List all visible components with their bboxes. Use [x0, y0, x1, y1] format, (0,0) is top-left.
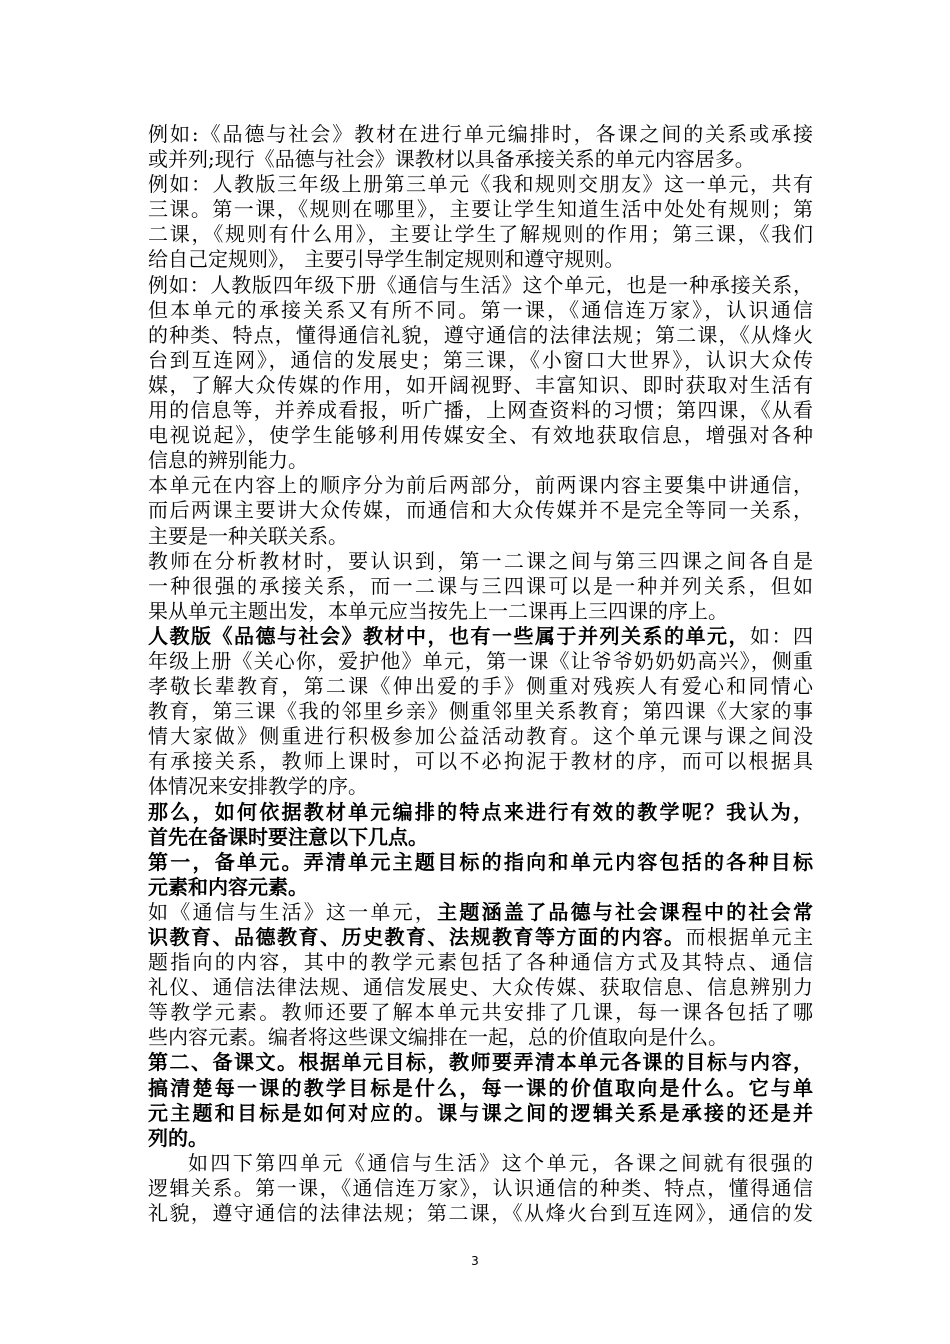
bold-text: 第二、备课文。根据单元目标，教师要弄清本单元各课的目标与内容， — [148, 1050, 813, 1075]
bold-text: 列的。 — [148, 1125, 208, 1150]
text-line — [148, 624, 813, 649]
text: 的种类、特点，懂得通信礼貌，遵守通信的法律法规；第二课，《从烽火 — [148, 322, 813, 347]
text-line — [148, 323, 813, 348]
text-line — [148, 498, 813, 523]
text: 用的信息等，并养成看报，听广播，上网查资料的习惯；第四课，《从看 — [148, 398, 813, 423]
text: 孝敬长辈教育，第二课《伸出爱的手》侧重对残疾人有爱心和同情心 — [148, 674, 813, 699]
text: 媒，了解大众传媒的作用，如开阔视野、丰富知识、即时获取对生活有 — [148, 372, 813, 397]
bold-text: 识教育、品德教育、历史教育、法规教育等方面的内容。 — [148, 925, 686, 949]
text: 题指向的内容，其中的教学元素包括了各种通信方式及其特点、通信 — [148, 950, 813, 975]
text: 例如：人教版四年级下册《通信与生活》这个单元，也是一种承接关系， — [148, 272, 813, 297]
text-line — [148, 1076, 813, 1101]
text: 电视说起》，使学生能够利用传媒安全、有效地获取信息，增强对各种 — [148, 423, 813, 448]
text: 如：四 — [750, 623, 813, 648]
text-line — [148, 1151, 813, 1176]
text-line — [148, 699, 813, 724]
text-line — [148, 674, 813, 699]
text: 教育，第三课《我的邻里乡亲》侧重邻里关系教育；第四课《大家的事 — [148, 699, 813, 724]
text: 例如：人教版三年级上册第三单元《我和规则交朋友》这一单元，共有 — [148, 172, 813, 197]
text-line — [148, 1025, 813, 1050]
bold-text: 元素和内容元素。 — [148, 874, 308, 899]
text: 例如:《品德与社会》教材在进行单元编排时，各课之间的关系或承接 — [148, 122, 813, 146]
text-line — [148, 649, 813, 674]
text-line — [148, 524, 813, 549]
text-line — [148, 875, 813, 900]
text-line — [148, 448, 813, 473]
text-line — [148, 122, 813, 147]
text-line — [148, 850, 813, 875]
document-body — [148, 122, 813, 1226]
text-line — [148, 950, 813, 975]
text-line — [148, 172, 813, 197]
text: 给自己定规则》， 主要引导学生制定规则和遵守规则。 — [148, 247, 625, 272]
text: 教师在分析教材时，要认识到，第一二课之间与第三四课之间各自是 — [148, 548, 813, 573]
bold-text: 元主题和目标是如何对应的。课与课之间的逻辑关系是承接的还是并 — [148, 1100, 813, 1125]
text-line — [148, 1201, 813, 1226]
text: 主要是一种关联关系。 — [148, 523, 348, 548]
text: 体情况来安排教学的序。 — [148, 774, 368, 799]
text: 信息的辨别能力。 — [148, 448, 308, 473]
bold-text: 搞清楚每一课的教学目标是什么，每一课的价值取向是什么。它与单 — [148, 1075, 813, 1100]
text-line — [148, 348, 813, 373]
text-line — [148, 975, 813, 1000]
page-number: 3 — [471, 1254, 479, 1268]
text-line — [148, 774, 813, 799]
text-line — [148, 574, 813, 599]
text-line — [148, 197, 813, 222]
text-line — [148, 724, 813, 749]
text: 而后两课主要讲大众传媒，而通信和大众传媒并不是完全等同一关系， — [148, 498, 813, 523]
text: 二课，《规则有什么用》，主要让学生了解规则的作用；第三课，《我们 — [148, 222, 813, 247]
text: 礼仪、通信法律法规、通信发展史、大众传媒、获取信息、信息辨别力 — [148, 975, 813, 1000]
text-line — [148, 749, 813, 774]
bold-text: 那么，如何依据教材单元编排的特点来进行有效的教学呢？我认为， — [148, 799, 813, 824]
text-line — [148, 247, 813, 272]
text: 些内容元素。编者将这些课文编排在一起，总的价值取向是什么。 — [148, 1025, 728, 1050]
text-line — [148, 222, 813, 247]
text-line — [148, 549, 813, 574]
text-line — [148, 1176, 813, 1201]
text: 但本单元的承接关系又有所不同。第一课，《通信连万家》，认识通信 — [148, 297, 813, 322]
text-line — [148, 373, 813, 398]
text: 台到互连网》，通信的发展史；第三课，《小窗口大世界》，认识大众传 — [148, 347, 813, 372]
text: 而根据单元主 — [685, 925, 813, 949]
text-line — [148, 423, 813, 448]
text-line — [148, 273, 813, 298]
text-line — [148, 925, 813, 950]
text: 三课。第一课，《规则在哪里》，主要让学生知道生活中处处有规则；第 — [148, 197, 813, 222]
text-line — [148, 1050, 813, 1075]
text: 果从单元主题出发，本单元应当按先上一二课再上三四课的序上。 — [148, 598, 728, 623]
text-line — [148, 1101, 813, 1126]
bold-text: 首先在备课时要注意以下几点。 — [148, 824, 428, 849]
text: 等教学元素。教师还要了解本单元共安排了几课，每一课各包括了哪 — [148, 1000, 813, 1025]
text: 情大家做》侧重进行积极参加公益活动教育。这个单元课与课之间没 — [148, 724, 813, 749]
text: 逻辑关系。第一课，《通信连万家》，认识通信的种类、特点，懂得通信 — [148, 1175, 813, 1200]
bold-text: 第一，备单元。弄清单元主题目标的指向和单元内容包括的各种目标 — [148, 849, 813, 874]
text: 一种很强的承接关系，而一二课与三四课可以是一种并列关系，但如 — [148, 573, 813, 598]
text: 如《通信与生活》这一单元， — [148, 899, 438, 924]
text: 礼貌，遵守通信的法律法规；第二课，《从烽火台到互连网》，通信的发 — [148, 1201, 813, 1226]
bold-text: 主题涵盖了品德与社会课程中的社会常 — [437, 899, 813, 924]
text-line — [148, 1000, 813, 1025]
text-line — [148, 147, 813, 172]
text-line — [148, 473, 813, 498]
text: 或并列;现行《品德与社会》课教材以具备承接关系的单元内容居多。 — [148, 147, 755, 172]
text-line — [148, 298, 813, 323]
text: 本单元在内容上的顺序分为前后两部分，前两课内容主要集中讲通信， — [148, 473, 813, 498]
text: 年级上册《关心你，爱护他》单元，第一课《让爷爷奶奶奶高兴》，侧重 — [148, 648, 813, 673]
text-line — [148, 1126, 813, 1151]
text: 如四下第四单元《通信与生活》这个单元，各课之间就有很强的 — [188, 1150, 813, 1175]
text-line — [148, 599, 813, 624]
text-line — [148, 825, 813, 850]
bold-text: 人教版《品德与社会》教材中，也有一些属于并列关系的单元， — [148, 623, 750, 648]
text-line — [148, 900, 813, 925]
text-line — [148, 398, 813, 423]
text: 有承接关系，教师上课时，可以不必拘泥于教材的序，而可以根据具 — [148, 749, 813, 774]
text-line — [148, 800, 813, 825]
